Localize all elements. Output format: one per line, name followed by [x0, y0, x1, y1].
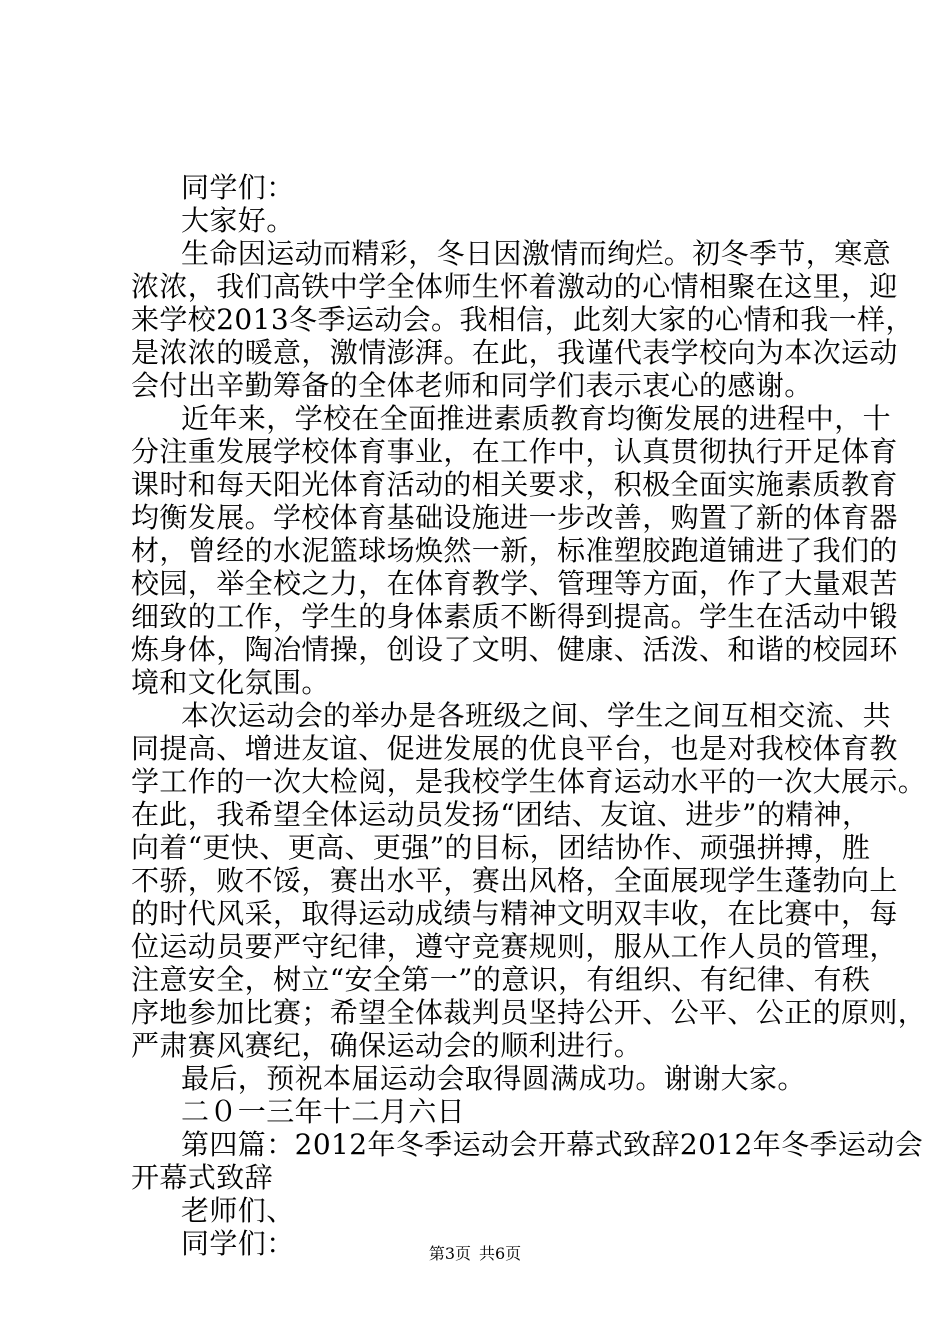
paragraph-line: 注意安全，树立“安全第一”的意识，有组织、有纪律、有秩 [131, 963, 871, 996]
paragraph-line: 来学校2013冬季运动会。我相信，此刻大家的心情和我一样， [131, 303, 914, 336]
salutation-teachers: 老师们、 [181, 1194, 295, 1227]
closing-line: 最后，预祝本届运动会取得圆满成功。谢谢大家。 [181, 1062, 806, 1095]
paragraph-line: 在此，我希望全体运动员发扬“团结、友谊、进步”的精神， [131, 798, 871, 831]
paragraph-line: 严肃赛风赛纪，确保运动会的顺利进行。 [131, 1029, 643, 1062]
section-heading-continued: 开幕式致辞 [131, 1161, 274, 1194]
paragraph-line: 生命因运动而精彩，冬日因激情而绚烂。初冬季节，寒意 [181, 237, 892, 270]
paragraph-line: 均衡发展。学校体育基础设施进一步改善，购置了新的体育器 [131, 501, 898, 534]
paragraph-line: 课时和每天阳光体育活动的相关要求，积极全面实施素质教育 [131, 468, 898, 501]
paragraph-line: 校园，举全校之力，在体育教学、管理等方面，作了大量艰苦 [131, 567, 898, 600]
section-heading: 第四篇：2012年冬季运动会开幕式致辞2012年冬季运动会 [181, 1128, 924, 1161]
paragraph-line: 材，曾经的水泥篮球场焕然一新，标准塑胶跑道铺进了我们的 [131, 534, 898, 567]
document-body [131, 171, 927, 1260]
paragraph-line: 位运动员要严守纪律，遵守竞赛规则，服从工作人员的管理， [131, 930, 898, 963]
greeting: 大家好。 [181, 204, 295, 237]
salutation-students: 同学们： [181, 171, 295, 204]
page-total: 共6页 [479, 1244, 522, 1263]
paragraph-line: 向着“更快、更高、更强”的目标，团结协作、顽强拼搏，胜 [131, 831, 871, 864]
paragraph-line: 炼身体，陶冶情操，创设了文明、健康、活泼、和谐的校园环 [131, 633, 898, 666]
paragraph-line: 是浓浓的暖意，激情澎湃。在此，我谨代表学校向为本次运动 [131, 336, 898, 369]
paragraph-line: 近年来，学校在全面推进素质教育均衡发展的进程中，十 [181, 402, 892, 435]
paragraph-line: 序地参加比赛；希望全体裁判员坚持公开、公平、公正的原则， [131, 996, 927, 1029]
paragraph-line: 细致的工作，学生的身体素质不断得到提高。学生在活动中锻 [131, 600, 898, 633]
paragraph-line: 同提高、增进友谊、促进发展的优良平台，也是对我校体育教 [131, 732, 898, 765]
salutation-students: 同学们： [181, 1227, 295, 1260]
paragraph-line: 境和文化氛围。 [131, 666, 330, 699]
paragraph-line: 本次运动会的举办是各班级之间、学生之间互相交流、共 [181, 699, 892, 732]
paragraph-line: 不骄，败不馁，赛出水平，赛出风格，全面展现学生蓬勃向上 [131, 864, 898, 897]
paragraph-line: 浓浓，我们高铁中学全体师生怀着激动的心情相聚在这里，迎 [131, 270, 898, 303]
paragraph-line: 的时代风采，取得运动成绩与精神文明双丰收，在比赛中，每 [131, 897, 898, 930]
page-footer [0, 1244, 950, 1264]
paragraph-line: 会付出辛勤筹备的全体老师和同学们表示衷心的感谢。 [131, 369, 813, 402]
paragraph-line: 分注重发展学校体育事业，在工作中，认真贯彻执行开足体育 [131, 435, 898, 468]
date-line: 二０一三年十二月六日 [181, 1095, 466, 1128]
page-number: 第3页 [428, 1244, 471, 1263]
paragraph-line: 学工作的一次大检阅，是我校学生体育运动水平的一次大展示。 [131, 765, 927, 798]
